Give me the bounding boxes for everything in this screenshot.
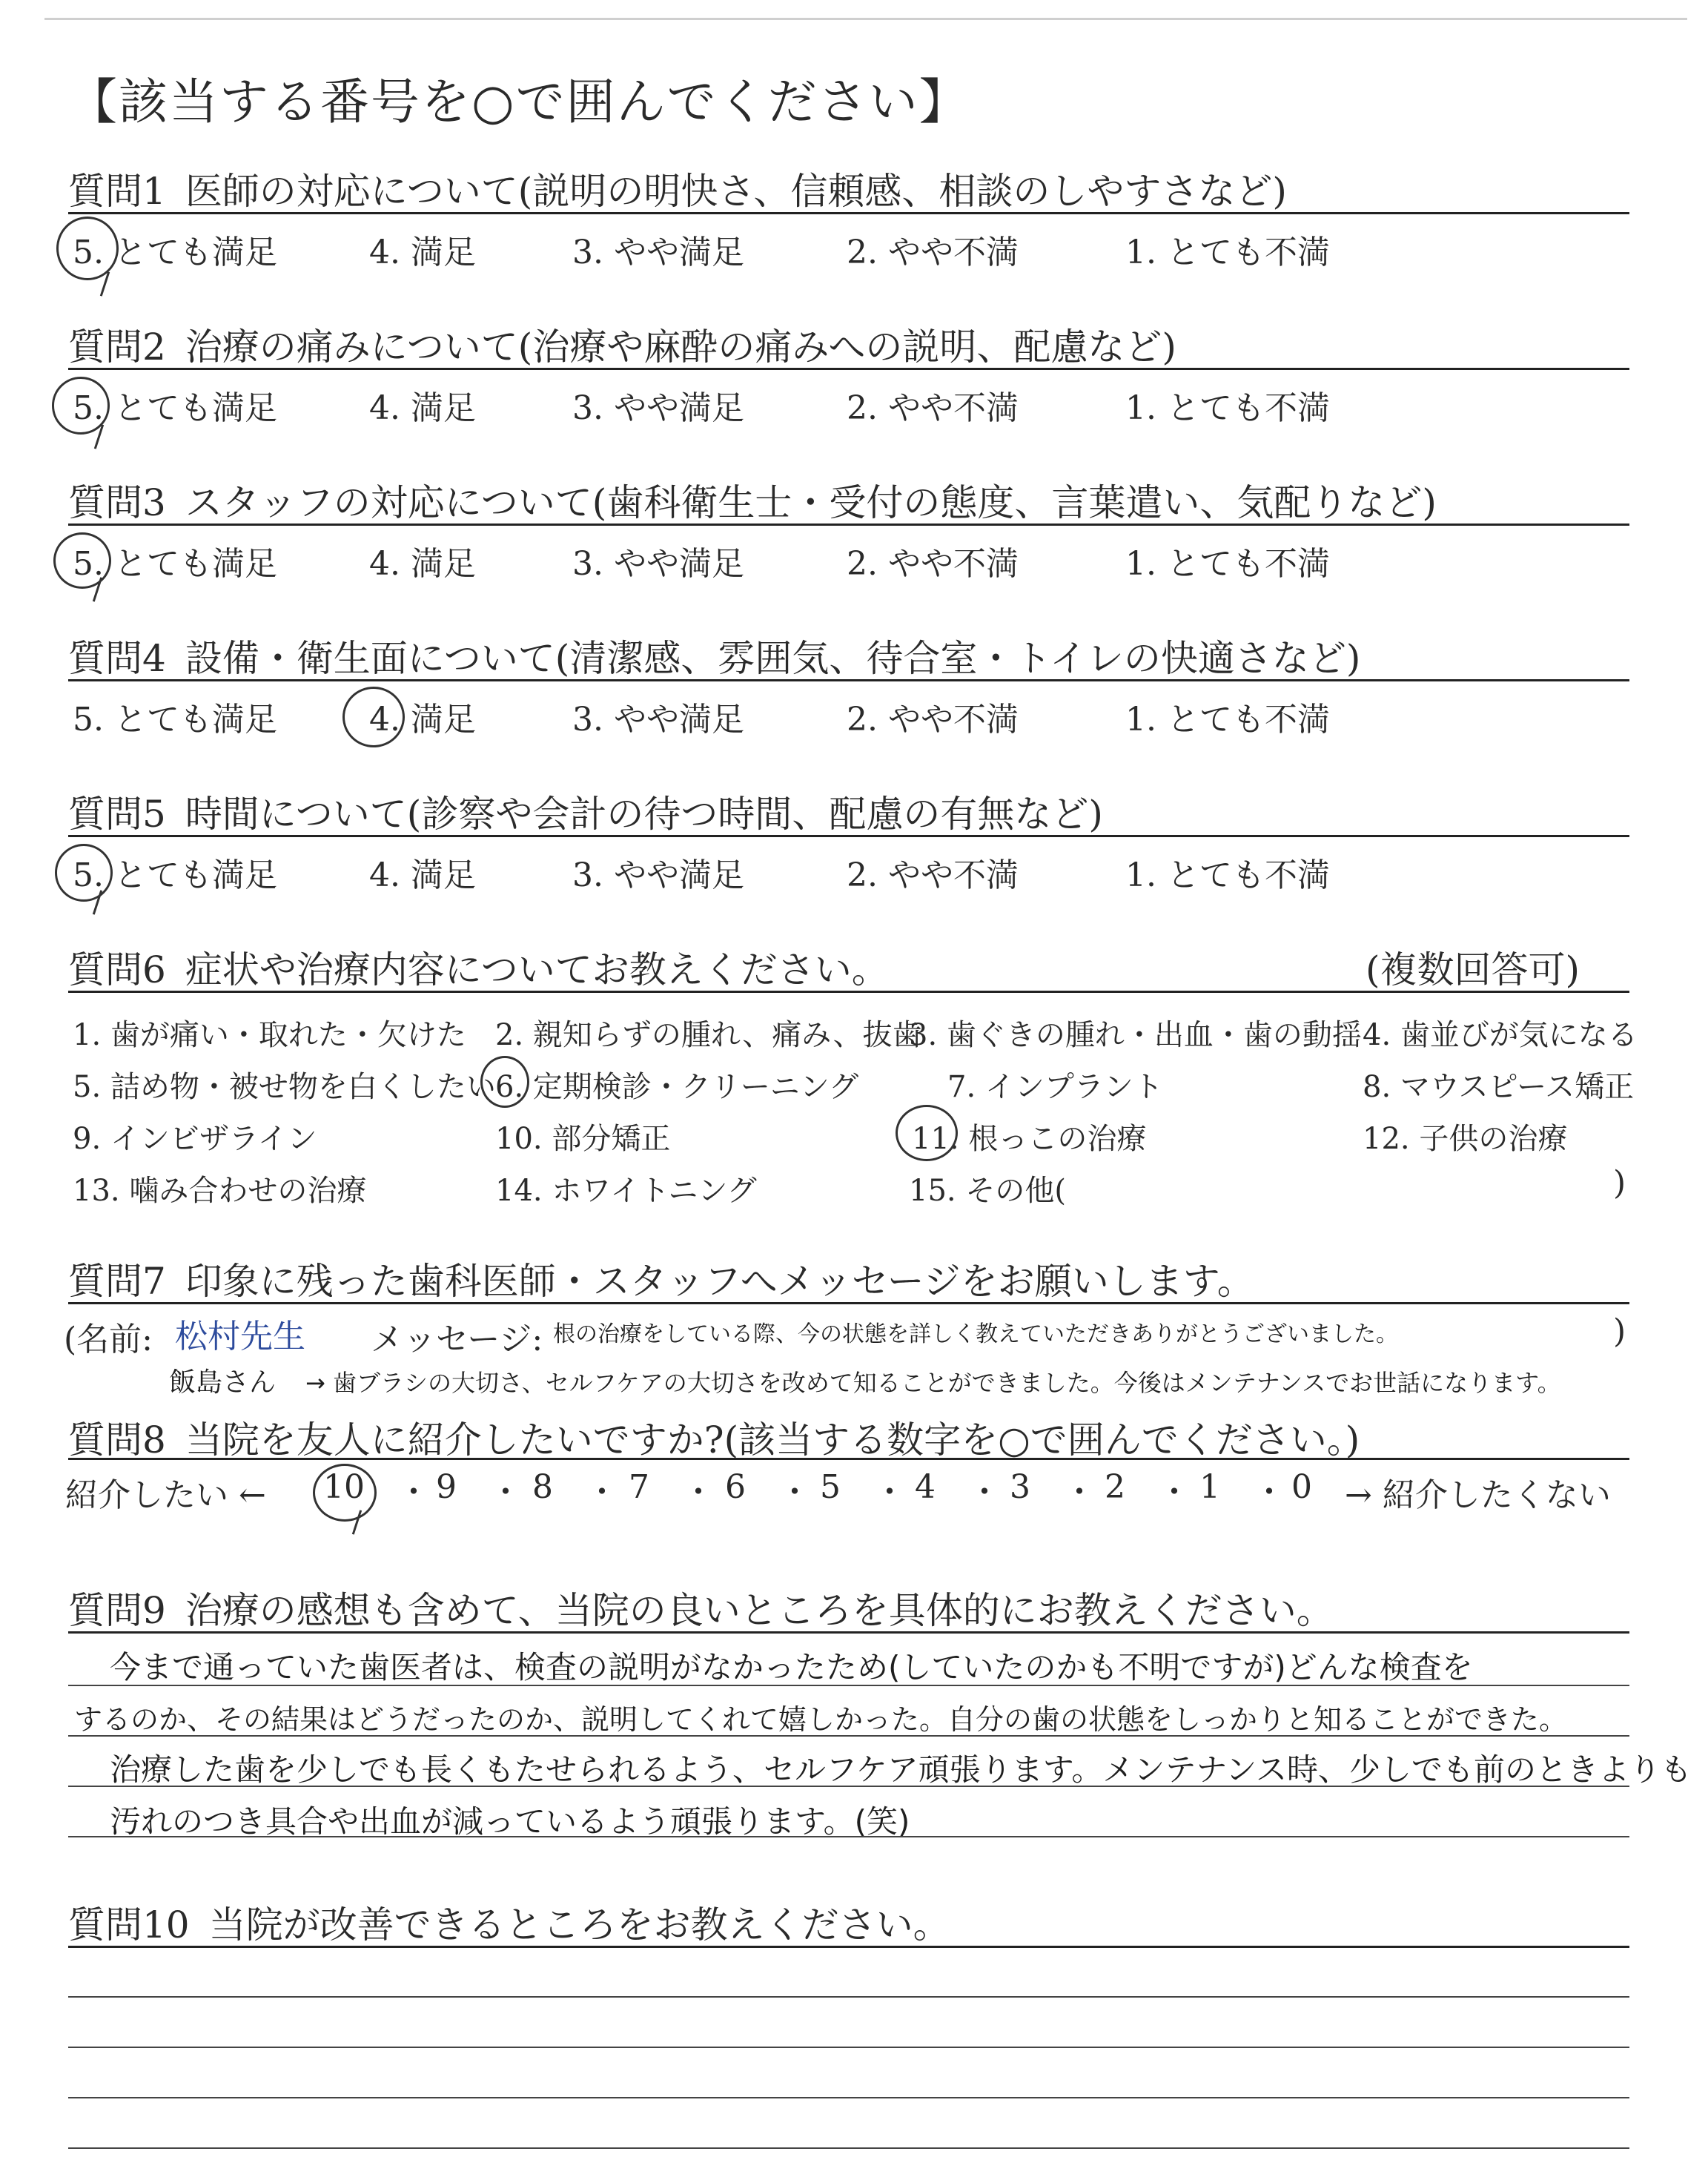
q6-selection-circle-6 bbox=[480, 1056, 529, 1108]
q7-message-1: 根の治療をしている際、今の状態を詳しく教えていただきありがとうございました。 bbox=[553, 1321, 1398, 1347]
page-heading: 【該当する番号を○で囲んでください】 bbox=[68, 73, 970, 131]
question-1 bbox=[68, 162, 1287, 215]
q8-scale-dot: ・ bbox=[682, 1473, 715, 1511]
q5-option-5[interactable]: 5. とても満足 bbox=[73, 856, 277, 894]
q6-option-13[interactable]: 13. 噛み合わせの治療 bbox=[73, 1174, 367, 1208]
q6-option-4[interactable]: 4. 歯並びが気になる bbox=[1363, 1018, 1638, 1052]
q8-scale-7[interactable]: 7 bbox=[629, 1468, 649, 1506]
q6-option-8[interactable]: 8. マウスピース矯正 bbox=[1363, 1070, 1635, 1104]
q6-option-2[interactable]: 2. 親知らずの腫れ、痛み、抜歯 bbox=[495, 1018, 922, 1052]
question-2 bbox=[68, 317, 1176, 371]
q5-option-3[interactable]: 3. やや満足 bbox=[572, 856, 744, 894]
q6-option-15[interactable]: 15. その他( bbox=[909, 1174, 1066, 1208]
question-number: 質問4 bbox=[68, 637, 166, 680]
q2-option-1[interactable]: 1. とても不満 bbox=[1125, 389, 1330, 427]
q8-scale-6[interactable]: 6 bbox=[725, 1468, 746, 1506]
q2-option-4[interactable]: 4. 満足 bbox=[369, 389, 476, 427]
q6-option-6[interactable]: 6. 定期検診・クリーニング bbox=[495, 1070, 859, 1104]
q7-message-label: メッセージ: bbox=[371, 1321, 543, 1358]
q3-option-2[interactable]: 2. やや不満 bbox=[847, 545, 1019, 583]
q4-option-5[interactable]: 5. とても満足 bbox=[73, 701, 277, 739]
q8-scale-1[interactable]: 1 bbox=[1199, 1468, 1220, 1506]
q8-left-label: 紹介したい ← bbox=[65, 1476, 266, 1514]
q9-writing-line bbox=[68, 1836, 1629, 1837]
question-text: 当院を友人に紹介したいですか?(該当する数字を○で囲んでください。) bbox=[185, 1418, 1360, 1462]
q10-writing-line bbox=[68, 2047, 1629, 2048]
q8-scale-0[interactable]: 0 bbox=[1291, 1468, 1312, 1506]
q1-option-5[interactable]: 5. とても満足 bbox=[73, 234, 277, 271]
question-text: 時間について(診察や会計の待つ時間、配慮の有無など) bbox=[185, 793, 1103, 836]
q5-option-4[interactable]: 4. 満足 bbox=[369, 856, 476, 894]
q8-scale-10[interactable]: 10 bbox=[323, 1468, 365, 1506]
question-number: 質問6 bbox=[68, 948, 166, 991]
q8-scale-9[interactable]: 9 bbox=[436, 1468, 457, 1506]
q7-name-value: 松村先生 bbox=[175, 1318, 305, 1355]
question-text: 設備・衛生面について(清潔感、雰囲気、待合室・トイレの快適さなど) bbox=[185, 637, 1361, 680]
q7-name-2: 飯島さん bbox=[169, 1367, 277, 1398]
question-5-rule bbox=[68, 835, 1629, 837]
question-6-note: (複数回答可) bbox=[1366, 948, 1580, 991]
q9-writing-line bbox=[68, 1735, 1629, 1737]
question-text: 症状や治療内容についてお教えください。 bbox=[185, 948, 889, 991]
question-8 bbox=[68, 1410, 1360, 1464]
q6-option-14[interactable]: 14. ホワイトニング bbox=[495, 1174, 757, 1208]
q10-writing-line bbox=[68, 2147, 1629, 2149]
q8-selection-circle bbox=[313, 1464, 377, 1522]
question-1-rule bbox=[68, 212, 1629, 214]
q8-scale-4[interactable]: 4 bbox=[915, 1468, 936, 1506]
question-9-rule bbox=[68, 1631, 1629, 1634]
question-text: スタッフの対応について(歯科衛生士・受付の態度、言葉遣い、気配りなど) bbox=[185, 481, 1437, 524]
q8-scale-dot: ・ bbox=[1063, 1473, 1096, 1511]
q7-name-label: (名前: bbox=[64, 1321, 153, 1358]
q5-option-1[interactable]: 1. とても不満 bbox=[1125, 856, 1330, 894]
q8-scale-3[interactable]: 3 bbox=[1010, 1468, 1030, 1506]
q6-option-7[interactable]: 7. インプラント bbox=[947, 1070, 1163, 1104]
question-6 bbox=[68, 940, 889, 994]
question-number: 質問5 bbox=[68, 793, 166, 836]
q3-selection-circle bbox=[53, 532, 111, 589]
question-6-rule bbox=[68, 991, 1629, 993]
q8-scale-dot: ・ bbox=[778, 1473, 811, 1511]
q2-option-2[interactable]: 2. やや不満 bbox=[847, 389, 1019, 427]
question-5 bbox=[68, 785, 1103, 838]
q6-selection-circle-11 bbox=[896, 1105, 958, 1161]
q3-option-4[interactable]: 4. 満足 bbox=[369, 545, 476, 583]
question-3 bbox=[68, 473, 1437, 526]
q1-option-1[interactable]: 1. とても不満 bbox=[1125, 234, 1330, 271]
q8-right-label: → 紹介したくない bbox=[1345, 1476, 1611, 1514]
q9-answer-line-4: 汚れのつき具合や出血が減っているよう頑張ります。(笑) bbox=[110, 1803, 910, 1840]
question-number: 質問2 bbox=[68, 326, 166, 369]
q5-selection-circle bbox=[55, 844, 113, 902]
q1-option-4[interactable]: 4. 満足 bbox=[369, 234, 476, 271]
q9-answer-line-1: 今まで通っていた歯医者は、検査の説明がなかったため(していたのかも不明ですが)どんな検査を bbox=[110, 1649, 1473, 1685]
question-4 bbox=[68, 629, 1360, 682]
q4-selection-circle bbox=[342, 687, 405, 747]
question-4-rule bbox=[68, 679, 1629, 681]
question-number: 質問9 bbox=[68, 1589, 166, 1632]
question-2-rule bbox=[68, 368, 1629, 370]
q6-option-10[interactable]: 10. 部分矯正 bbox=[495, 1122, 671, 1156]
q4-option-1[interactable]: 1. とても不満 bbox=[1125, 701, 1330, 739]
q4-option-4[interactable]: 4. 満足 bbox=[369, 701, 476, 739]
question-8-rule bbox=[68, 1458, 1629, 1460]
question-3-rule bbox=[68, 524, 1629, 526]
q8-scale-dot: ・ bbox=[397, 1473, 430, 1511]
q9-answer-line-3: 治療した歯を少しでも長くもたせられるよう、セルフケア頑張ります。メンテナンス時、少しでも前のときよりも bbox=[110, 1751, 1692, 1788]
q8-scale-dot: ・ bbox=[1253, 1473, 1285, 1511]
q10-writing-line bbox=[68, 2097, 1629, 2098]
q9-writing-line bbox=[68, 1786, 1629, 1787]
q8-scale-dot: ・ bbox=[873, 1473, 906, 1511]
q7-close-paren: ) bbox=[1613, 1312, 1626, 1350]
q6-option-1[interactable]: 1. 歯が痛い・取れた・欠けた bbox=[73, 1018, 466, 1052]
q9-answer-line-2: するのか、その結果はどうだったのか、説明してくれて嬉しかった。自分の歯の状態をしっかりと知ることができた。 bbox=[74, 1703, 1568, 1736]
q9-writing-line bbox=[68, 1685, 1629, 1686]
q2-option-3[interactable]: 3. やや満足 bbox=[572, 389, 744, 427]
q3-option-1[interactable]: 1. とても不満 bbox=[1125, 545, 1330, 583]
question-text: 当院が改善できるところをお教えください。 bbox=[208, 1903, 950, 1946]
q2-option-5[interactable]: 5. とても満足 bbox=[73, 389, 277, 427]
q8-scale-2[interactable]: 2 bbox=[1105, 1468, 1125, 1506]
q8-scale-8[interactable]: 8 bbox=[532, 1468, 553, 1506]
q4-option-2[interactable]: 2. やや不満 bbox=[847, 701, 1019, 739]
q1-option-3[interactable]: 3. やや満足 bbox=[572, 234, 744, 271]
q8-scale-dot: ・ bbox=[489, 1473, 522, 1511]
q4-option-3[interactable]: 3. やや満足 bbox=[572, 701, 744, 739]
q8-scale-dot: ・ bbox=[968, 1473, 1001, 1511]
q6-option-3[interactable]: 3. 歯ぐきの腫れ・出血・歯の動揺 bbox=[909, 1018, 1362, 1052]
question-text: 印象に残った歯科医師・スタッフへメッセージをお願いします。 bbox=[185, 1260, 1254, 1303]
q7-message-2: → 歯ブラシの大切さ、セルフケアの大切さを改めて知ることができました。今後はメンテナンスでお世話になります。 bbox=[305, 1369, 1561, 1397]
q3-option-3[interactable]: 3. やや満足 bbox=[572, 545, 744, 583]
q6-option-9[interactable]: 9. インビザライン bbox=[73, 1122, 317, 1156]
question-number: 質問3 bbox=[68, 481, 166, 524]
q8-scale-dot: ・ bbox=[586, 1473, 618, 1511]
q6-option-11[interactable]: 11. 根っこの治療 bbox=[912, 1122, 1147, 1156]
q6-option-12[interactable]: 12. 子供の治療 bbox=[1363, 1122, 1568, 1156]
question-10 bbox=[68, 1895, 950, 1949]
top-border bbox=[44, 18, 1687, 20]
q5-option-2[interactable]: 2. やや不満 bbox=[847, 856, 1019, 894]
q1-option-2[interactable]: 2. やや不満 bbox=[847, 234, 1019, 271]
question-text: 治療の痛みについて(治療や麻酔の痛みへの説明、配慮など) bbox=[185, 326, 1176, 369]
question-number: 質問8 bbox=[68, 1418, 166, 1462]
q8-scale-dot: ・ bbox=[1158, 1473, 1191, 1511]
q6-other-close-paren: ) bbox=[1613, 1164, 1626, 1202]
q8-scale-5[interactable]: 5 bbox=[820, 1468, 841, 1506]
question-text: 治療の感想も含めて、当院の良いところを具体的にお教えください。 bbox=[185, 1589, 1334, 1632]
question-text: 医師の対応について(説明の明快さ、信頼感、相談のしやすさなど) bbox=[185, 170, 1287, 213]
q10-writing-line bbox=[68, 1996, 1629, 1998]
question-7-rule bbox=[68, 1302, 1629, 1304]
q6-option-5[interactable]: 5. 詰め物・被せ物を白くしたい bbox=[73, 1070, 496, 1104]
question-7 bbox=[68, 1252, 1254, 1305]
q1-selection-circle bbox=[56, 217, 119, 280]
question-number: 質問7 bbox=[68, 1260, 166, 1303]
q3-option-5[interactable]: 5. とても満足 bbox=[73, 545, 277, 583]
question-number: 質問10 bbox=[68, 1903, 190, 1946]
question-9 bbox=[68, 1581, 1334, 1634]
question-number: 質問1 bbox=[68, 170, 166, 213]
question-10-rule bbox=[68, 1946, 1629, 1948]
